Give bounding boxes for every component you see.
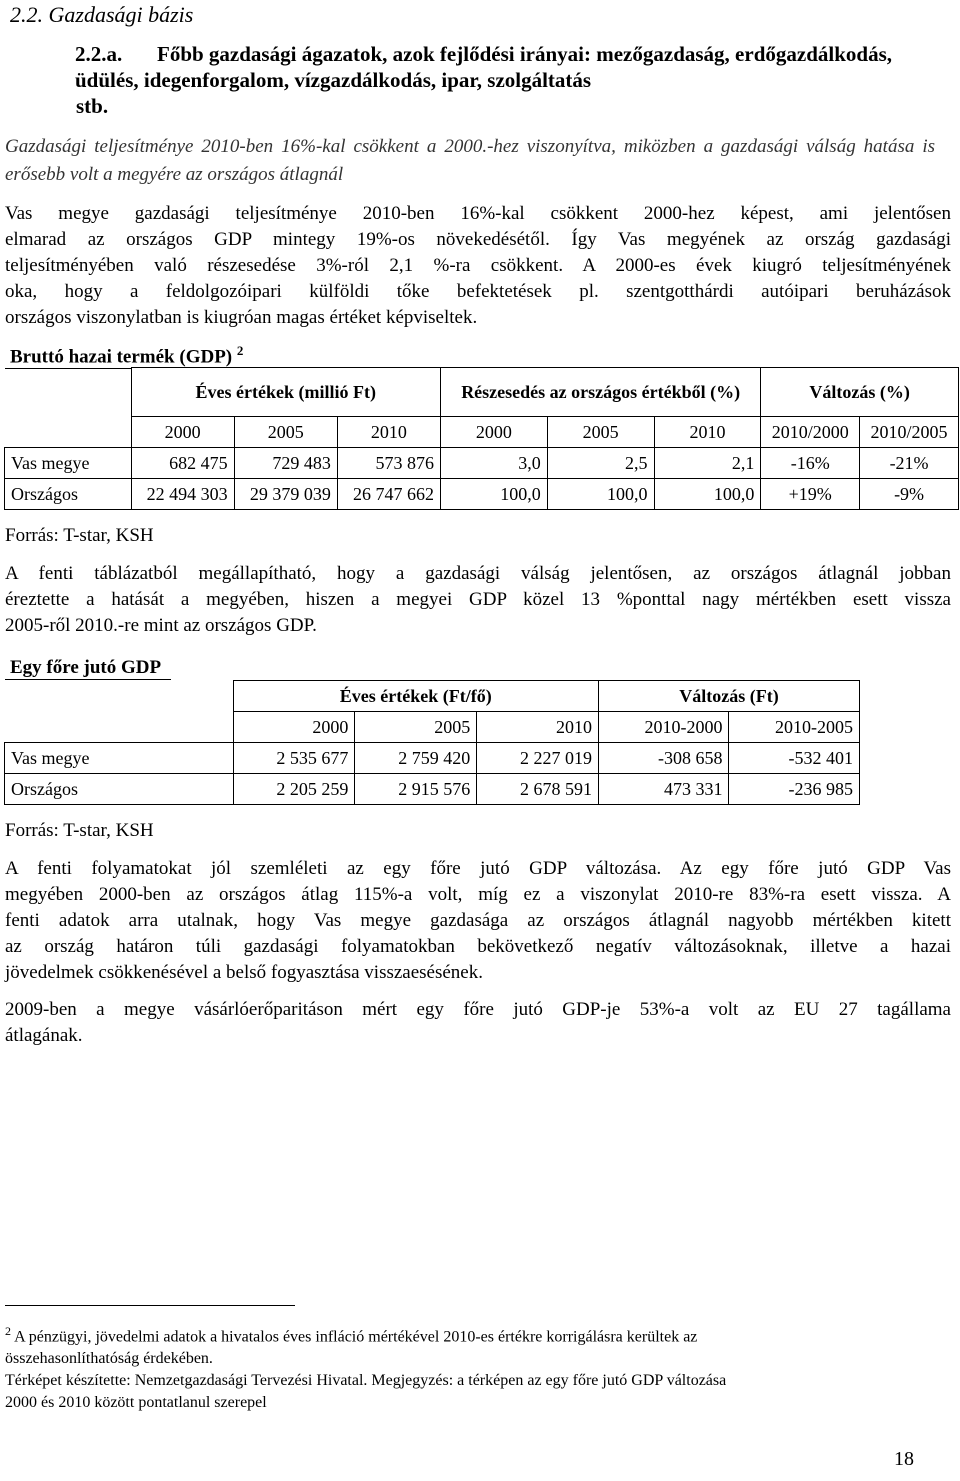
row-label: Országos (5, 479, 132, 510)
table2-caption: Egy főre jutó GDP (10, 657, 162, 678)
group-header-share: Részesedés az országos értékből (%) (440, 368, 760, 417)
year-header: 2010 (654, 417, 761, 448)
paragraph-line: megyében 2000-ben az országos átlag 115%-a volt, míg ez a viszonylat 2010-re 83%-ra esett vissza. A (5, 884, 951, 905)
year-header: 2000 (131, 417, 234, 448)
table-cell: -236 985 (729, 774, 860, 805)
paragraph-line: teljesítményében való részesedése 3%-ról 2,1 %-ra csökkent. A 2000-es évek kiugró teljesítményének (5, 255, 951, 276)
year-header: 2005 (355, 712, 477, 743)
row-label: Vas megye (5, 448, 132, 479)
table1-caption-text: Bruttó hazai termék (GDP) (10, 346, 233, 368)
intro-paragraph (5, 201, 951, 331)
group-header-annual: Éves értékek (Ft/fő) (233, 681, 599, 712)
table-cell: 100,0 (654, 479, 761, 510)
year-header: 2000 (440, 417, 547, 448)
table-cell: 22 494 303 (131, 479, 234, 510)
table-cell: 2 915 576 (355, 774, 477, 805)
table-cell: 3,0 (440, 448, 547, 479)
footnote-number: 2 (5, 1324, 11, 1338)
year-header: 2005 (547, 417, 654, 448)
table-cell: 100,0 (440, 479, 547, 510)
subsection-number: 2.2.a. (75, 42, 123, 66)
footnote-ref: 2 (236, 343, 244, 358)
table-cell: 2,1 (654, 448, 761, 479)
year-header: 2010 (337, 417, 440, 448)
table-cell: 573 876 (337, 448, 440, 479)
year-header: 2000 (233, 712, 355, 743)
highlight-statement: Gazdasági teljesítménye 2010-ben 16%-kal csökkent a 2000.-hez viszonyítva, miközben a gazdasági válság hatása is erősebb volt a megyére az országos átlagnál (5, 136, 935, 185)
row-label: Országos (5, 774, 234, 805)
year-header: 2010-2005 (729, 712, 860, 743)
table-cell: -532 401 (729, 743, 860, 774)
footnote-text: Térképet készítette: Nemzetgazdasági Tervezési Hivatal. Megjegyzés: a térképen az egy főre jutó GDP változása (5, 1372, 727, 1390)
section-heading: 2.2. Gazdasági bázis (10, 2, 194, 27)
table-cell: -308 658 (599, 743, 729, 774)
paragraph-line: 2005-ről 2010.-re mint az országos GDP. (5, 615, 317, 636)
table-cell: 2 535 677 (233, 743, 355, 774)
table2-source: Forrás: T-star, KSH (5, 820, 154, 841)
paragraph-line: A fenti folyamatokat jól szemléleti az egy főre jutó GDP változása. Az egy főre jutó GDP Vas (5, 858, 951, 879)
table-row (5, 479, 959, 510)
subsection-title-end: stb. (76, 94, 109, 118)
paragraph-line: oka, hogy a feldolgozóipari külföldi tőke befektetések pl. szentgotthárdi autóipari beruházások (5, 281, 951, 302)
paragraph-line: Vas megye gazdasági teljesítménye 2010-ben 16%-kal csökkent 2000-hez képest, ami jelentősen (5, 203, 951, 224)
paragraph-line: 2009-ben a megye vásárlóerőparitáson mért egy főre jutó GDP-je 53%-a volt az EU 27 tagállama (5, 999, 951, 1020)
table-row (5, 774, 860, 805)
table-cell: -9% (860, 479, 959, 510)
year-header: 2010 (477, 712, 599, 743)
year-header: 2010/2005 (860, 417, 959, 448)
paragraph-line: elmarad az országos GDP mintegy 19%-os növekedésétől. Így Vas megyének az ország gazdasági (5, 229, 951, 250)
table-cell: 2 759 420 (355, 743, 477, 774)
footnote-text: összehasonlíthatóság érdekében. (5, 1350, 213, 1368)
table-cell: -16% (761, 448, 860, 479)
row-label: Vas megye (5, 743, 234, 774)
year-header: 2010-2000 (599, 712, 729, 743)
table1-source: Forrás: T-star, KSH (5, 525, 154, 546)
paragraph-line: jövedelmek csökkenésével a belső fogyasztása visszaesésének. (5, 962, 483, 983)
table-cell: +19% (761, 479, 860, 510)
paragraph-line: átlagának. (5, 1025, 83, 1046)
group-header-change: Változás (%) (761, 368, 959, 417)
paragraph-line: országos viszonylatban is kiugróan magas értéket képviseltek. (5, 307, 478, 328)
footnote (5, 1320, 945, 1414)
gdp-table (4, 367, 959, 510)
gdp-per-capita-table (4, 680, 860, 805)
table-cell: 2 205 259 (233, 774, 355, 805)
footnote-text: A pénzügyi, jövedelmi adatok a hivatalos éves infláció mértékével 2010-es értékre korrigálásra kerültek az (14, 1328, 698, 1346)
year-header: 2005 (234, 417, 337, 448)
subsection-heading (75, 41, 935, 118)
table-cell: 2 678 591 (477, 774, 599, 805)
table-cell: -21% (860, 448, 959, 479)
trend-paragraph (5, 856, 951, 986)
group-header-annual: Éves értékek (millió Ft) (131, 368, 440, 417)
ppp-paragraph (5, 997, 951, 1049)
table-cell: 2,5 (547, 448, 654, 479)
table-cell: 473 331 (599, 774, 729, 805)
table-cell: 682 475 (131, 448, 234, 479)
table-cell: 26 747 662 (337, 479, 440, 510)
year-header: 2010/2000 (761, 417, 860, 448)
paragraph-line: éreztette a hatását a megyében, hiszen a megyei GDP közel 13 %ponttal nagy mértékben esett vissza (5, 589, 951, 610)
paragraph-line: A fenti táblázatból megállapítható, hogy a gazdasági válság jelentősen, az országos átlagnál jobban (5, 563, 951, 584)
paragraph-line: fenti adatok arra utalnak, hogy Vas megye gazdasága az országos átlagnál nagyobb mértékben kitett (5, 910, 951, 931)
table1-caption (10, 343, 243, 368)
group-header-change: Változás (Ft) (599, 681, 860, 712)
table-cell: 29 379 039 (234, 479, 337, 510)
table-cell: 100,0 (547, 479, 654, 510)
table-row (5, 448, 959, 479)
subsection-title: Főbb gazdasági ágazatok, azok fejlődési irányai: mezőgazdaság, erdőgazdálkodás, üdülés, idegenforgalom, vízgazdálkodás, ipar, szolgáltatás (75, 42, 892, 92)
paragraph-line: az ország határon túli gazdasági folyamatokban bekövetkező negatív változásoknak, illetve a hazai (5, 936, 951, 957)
table-row (5, 743, 860, 774)
table-cell: 2 227 019 (477, 743, 599, 774)
table-cell: 729 483 (234, 448, 337, 479)
page-number: 18 (894, 1448, 914, 1470)
footnote-separator (5, 1305, 295, 1306)
analysis-paragraph (5, 561, 951, 639)
footnote-text: 2000 és 2010 között pontatlanul szerepel (5, 1394, 267, 1412)
